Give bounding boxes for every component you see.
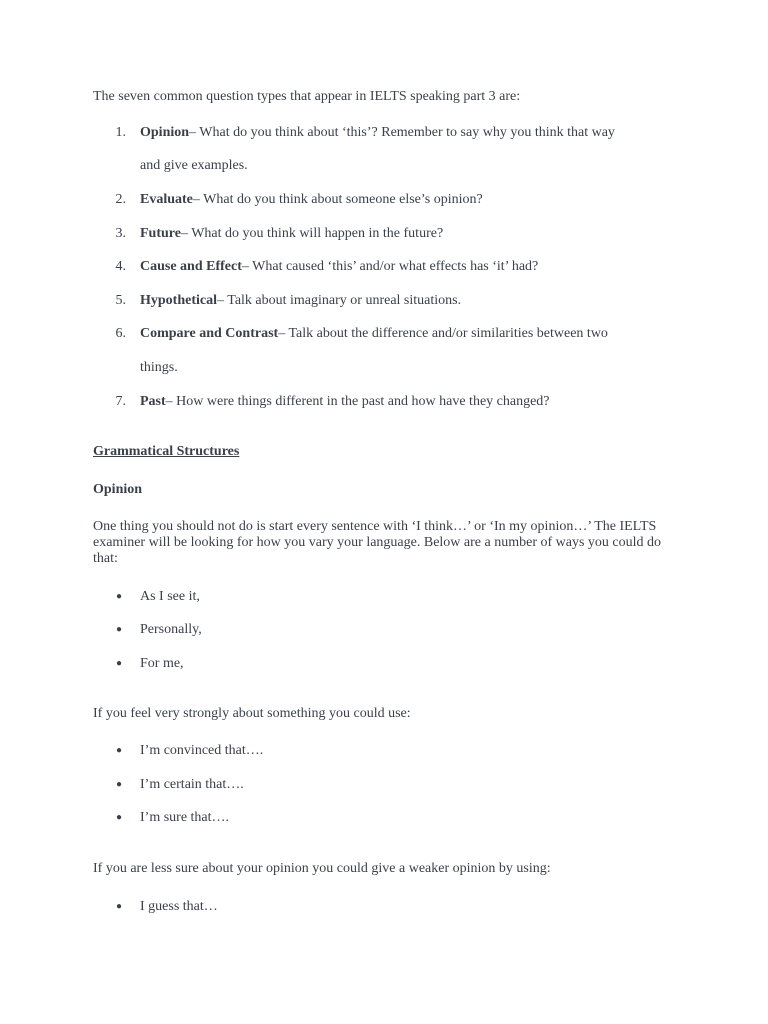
intro-text: The seven common question types that appear in IELTS speaking part 3 are:: [93, 89, 521, 104]
list-item: [140, 226, 443, 242]
list-item: [140, 125, 615, 141]
list-item: [140, 192, 483, 208]
bullet-item: I’m sure that….: [140, 810, 230, 825]
weak-opinion-paragraph: If you are less sure about your opinion you could give a weaker opinion by using:: [93, 861, 551, 876]
list-number: 4.: [115, 259, 126, 274]
item-term: Cause and Effect: [140, 259, 242, 274]
item-desc: – What caused ‘this’ and/or what effects has ‘it’ had?: [241, 259, 539, 274]
item-desc: – What do you think about ‘this’? Remember to say why you think that way: [189, 125, 615, 140]
bullet-item: I’m certain that….: [140, 777, 244, 792]
item-term: Past: [140, 394, 166, 409]
item-term: Compare and Contrast: [140, 326, 279, 341]
strong-opinion-paragraph: If you feel very strongly about something you could use:: [93, 706, 411, 721]
item-desc: – How were things different in the past and how have they changed?: [165, 394, 550, 409]
bullet-item: I’m convinced that….: [140, 743, 264, 758]
bullet-icon: ●: [115, 624, 123, 635]
list-number: 6.: [115, 326, 126, 341]
item-term: Opinion: [140, 125, 190, 140]
list-number: 5.: [115, 293, 126, 308]
bullet-item: I guess that…: [140, 899, 218, 914]
item-term: Hypothetical: [140, 293, 217, 308]
list-item: [140, 293, 461, 309]
bullet-icon: ●: [115, 745, 123, 756]
item-term: Future: [140, 226, 181, 241]
bullet-item: For me,: [140, 656, 184, 671]
item-term: Evaluate: [140, 192, 193, 207]
bullet-icon: ●: [115, 591, 123, 602]
list-number: 3.: [115, 226, 126, 241]
list-number: 7.: [115, 394, 126, 409]
item-desc: – What do you think about someone else’s opinion?: [192, 192, 483, 207]
item-desc: – What do you think will happen in the future?: [180, 226, 444, 241]
list-number: 1.: [115, 125, 126, 140]
list-item-continuation: things.: [140, 360, 178, 375]
item-desc: – Talk about the difference and/or similarities between two: [278, 326, 608, 341]
list-item: [140, 259, 538, 275]
item-desc: – Talk about imaginary or unreal situations.: [217, 293, 462, 308]
list-item: [140, 394, 550, 410]
subheading: Opinion: [93, 482, 143, 497]
list-item-continuation: and give examples.: [140, 158, 248, 173]
list-number: 2.: [115, 192, 126, 207]
opinion-paragraph: One thing you should not do is start every sentence with ‘I think…’ or ‘In my opinion…’ The IELTS examiner will be looking for how you vary your language. Below are a number of ways you could do that:: [93, 519, 662, 566]
section-heading: Grammatical Structures: [93, 444, 240, 459]
bullet-icon: ●: [115, 779, 123, 790]
list-item: [140, 326, 608, 342]
bullet-item: As I see it,: [140, 589, 200, 604]
bullet-icon: ●: [115, 901, 123, 912]
bullet-icon: ●: [115, 658, 123, 669]
bullet-icon: ●: [115, 812, 123, 823]
bullet-item: Personally,: [140, 622, 202, 637]
